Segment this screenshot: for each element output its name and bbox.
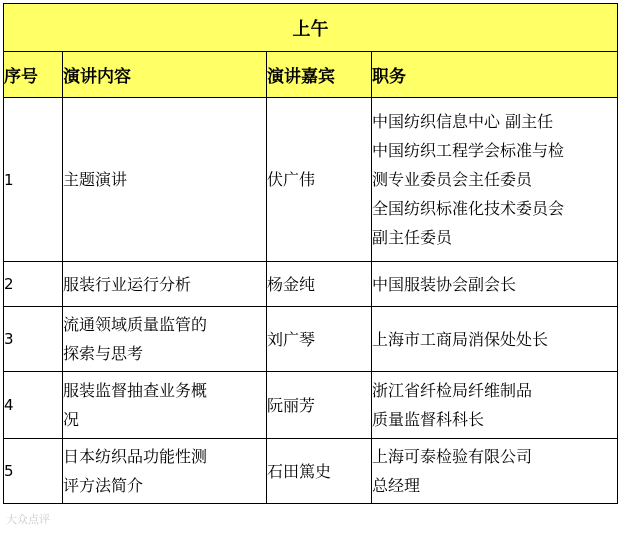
col-header-number: 序号 (4, 52, 63, 98)
session-title: 上午 (4, 4, 618, 52)
table-row (4, 439, 618, 504)
role-line: 上海市工商局消保处处长 (372, 329, 549, 349)
topic-cell (63, 307, 267, 372)
role-cell (372, 372, 618, 439)
topic-cell (63, 372, 267, 439)
speaker-cell: 刘广琴 (267, 307, 372, 372)
speaker-cell: 杨金纯 (267, 262, 372, 307)
topic-line: 服装行业运行分析 (63, 274, 192, 294)
role-cell (372, 98, 618, 262)
role-line: 质量监督科科长 (372, 410, 485, 429)
session-row (4, 4, 618, 52)
role-line: 上海可泰检验有限公司 (372, 447, 533, 466)
row-number: 2 (4, 262, 63, 307)
speaker-cell: 伏广伟 (267, 98, 372, 262)
col-header-speaker: 演讲嘉宾 (267, 52, 372, 98)
header-row (4, 52, 618, 98)
row-number: 1 (4, 98, 63, 262)
role-line: 全国纺织标准化技术委员会 (372, 199, 565, 218)
role-line: 测专业委员会主任委员 (372, 170, 533, 189)
role-cell (372, 439, 618, 504)
row-number: 4 (4, 372, 63, 439)
topic-line: 日本纺织品功能性测 (63, 447, 208, 466)
col-header-topic: 演讲内容 (63, 52, 267, 98)
role-line: 副主任委员 (372, 228, 453, 247)
role-line: 总经理 (372, 476, 421, 495)
speaker-cell: 石田篤史 (267, 439, 372, 504)
speaker-cell: 阮丽芳 (267, 372, 372, 439)
role-line: 中国服装协会副会长 (372, 274, 517, 294)
agenda-body (4, 98, 618, 504)
topic-cell (63, 439, 267, 504)
row-number: 5 (4, 439, 63, 504)
row-number: 3 (4, 307, 63, 372)
topic-line: 况 (63, 410, 80, 429)
topic-cell (63, 98, 267, 262)
watermark: 大众点评 (6, 513, 50, 526)
topic-line: 探索与思考 (63, 344, 144, 363)
role-cell (372, 262, 618, 307)
col-header-role: 职务 (372, 52, 618, 98)
table-row (4, 262, 618, 307)
topic-line: 服装监督抽查业务概 (63, 381, 208, 400)
topic-line: 流通领域质量监管的 (63, 315, 208, 334)
topic-line: 评方法简介 (63, 476, 144, 495)
role-cell (372, 307, 618, 372)
table-row (4, 98, 618, 262)
role-line: 浙江省纤检局纤维制品 (372, 381, 533, 400)
role-line: 中国纺织工程学会标准与检 (372, 141, 565, 160)
topic-cell (63, 262, 267, 307)
agenda-table (3, 3, 618, 504)
table-row (4, 372, 618, 439)
topic-line: 主题演讲 (63, 170, 128, 189)
table-row (4, 307, 618, 372)
role-line: 中国纺织信息中心 副主任 (372, 112, 554, 131)
